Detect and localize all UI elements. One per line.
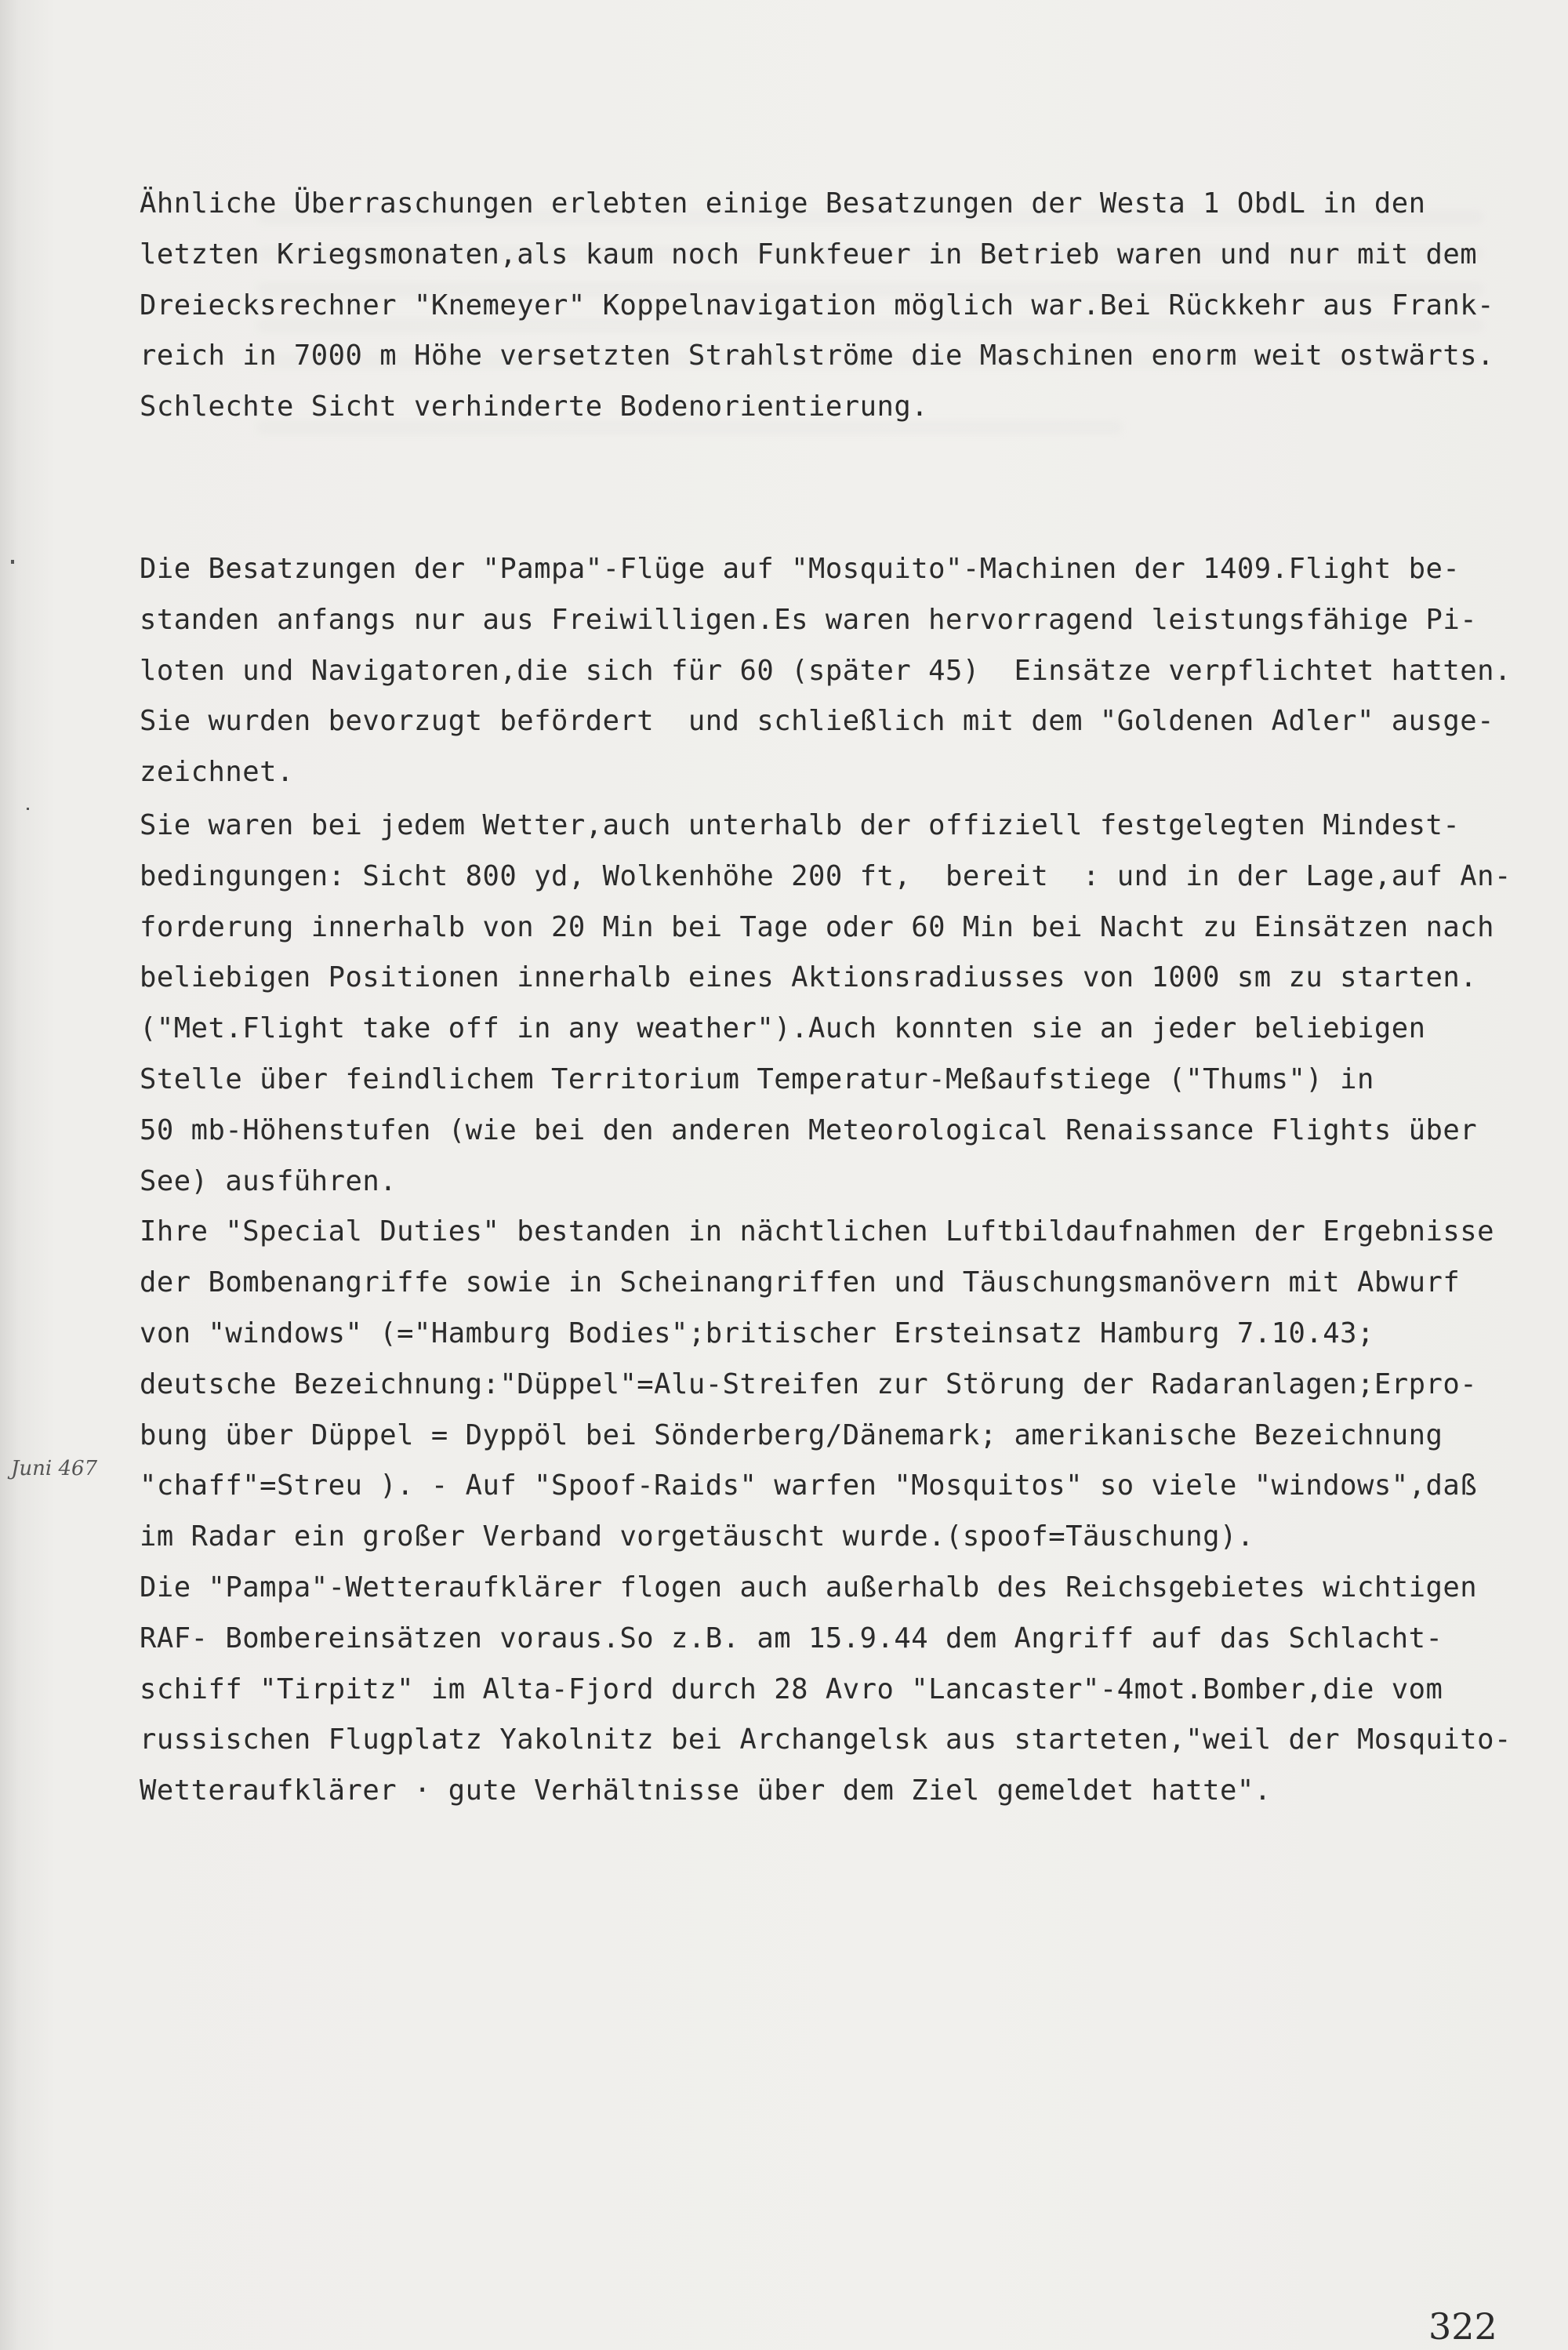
text-line: See) ausführen. [140, 1164, 397, 1197]
text-line: Ihre "Special Duties" bestanden in nächtlichen Luftbildaufnahmen der Ergebnisse [140, 1215, 1494, 1248]
text-line: bedingungen: Sicht 800 yd, Wolkenhöhe 200 ft, bereit : und in der Lage,auf An- [140, 859, 1512, 892]
text-line: Sie waren bei jedem Wetter,auch unterhalb der offiziell festgelegten Mindest- [140, 809, 1461, 841]
text-line: von "windows" (="Hamburg Bodies";britischer Ersteinsatz Hamburg 7.10.43; [140, 1317, 1374, 1349]
text-line: Stelle über feindlichem Territorium Temperatur-Meßaufstiege ("Thums") in [140, 1062, 1374, 1095]
paragraph-1 [140, 179, 1519, 433]
text-line: zeichnet. [140, 756, 294, 789]
page-number: 322 [1428, 2305, 1497, 2348]
text-line: Wetteraufklärer · gute Verhältnisse über dem Ziel gemeldet hatte". [140, 1774, 1272, 1807]
text-line: schiff "Tirpitz" im Alta-Fjord durch 28 Avro "Lancaster"-4mot.Bomber,die vom [140, 1673, 1443, 1705]
text-line: standen anfangs nur aus Freiwilligen.Es waren hervorragend leistungsfähige Pi- [140, 603, 1478, 636]
text-line: Ähnliche Überraschungen erlebten einige Besatzungen der Westa 1 ObdL in den [140, 187, 1426, 220]
text-line: im Radar ein großer Verband vorgetäuscht wurde.(spoof=Täuschung). [140, 1520, 1254, 1553]
text-line: Sie wurden bevorzugt befördert und schließlich mit dem "Goldenen Adler" ausge- [140, 705, 1494, 738]
handwritten-margin-note: Juni 467 [11, 1457, 98, 1480]
text-line: Dreiecksrechner "Knemeyer" Koppelnavigation möglich war.Bei Rückkehr aus Frank- [140, 289, 1494, 321]
text-line: letzten Kriegsmonaten,als kaum noch Funkfeuer in Betrieb waren und nur mit dem [140, 238, 1478, 271]
text-line: beliebigen Positionen innerhalb eines Aktionsradiusses von 1000 sm zu starten. [140, 961, 1478, 994]
text-line: loten und Navigatoren,die sich für 60 (später 45) Einsätze verpflichtet hatten. [140, 654, 1512, 687]
text-line: Schlechte Sicht verhinderte Bodenorientierung. [140, 390, 929, 423]
text-line: der Bombenangriffe sowie in Scheinangriffen und Täuschungsmanövern mit Abwurf [140, 1266, 1461, 1299]
paragraph-3 [140, 801, 1519, 1817]
paragraph-2 [140, 544, 1519, 798]
text-line: forderung innerhalb von 20 Min bei Tage oder 60 Min bei Nacht zu Einsätzen nach [140, 910, 1494, 943]
text-line: "chaff"=Streu ). - Auf "Spoof-Raids" warfen "Mosquitos" so viele "windows",daß [140, 1469, 1478, 1502]
text-line: RAF- Bombereinsätzen voraus.So z.B. am 15.9.44 dem Angriff auf das Schlacht- [140, 1622, 1443, 1654]
text-line: Die "Pampa"-Wetteraufklärer flogen auch außerhalb des Reichsgebietes wichtigen [140, 1571, 1478, 1604]
margin-mark [11, 560, 14, 564]
text-line: russischen Flugplatz Yakolnitz bei Archangelsk aus starteten,"weil der Mosquito- [140, 1723, 1512, 1756]
text-line: Die Besatzungen der "Pampa"-Flüge auf "Mosquito"-Machinen der 1409.Flight be- [140, 553, 1461, 585]
text-line: 50 mb-Höhenstufen (wie bei den anderen Meteorological Renaissance Flights über [140, 1113, 1478, 1146]
margin-mark [27, 808, 29, 810]
text-line: deutsche Bezeichnung:"Düppel"=Alu-Streifen zur Störung der Radaranlagen;Erpro- [140, 1368, 1478, 1400]
text-line: bung über Düppel = Dyppöl bei Sönderberg/Dänemark; amerikanische Bezeichnung [140, 1418, 1443, 1451]
text-line: ("Met.Flight take off in any weather").Auch konnten sie an jeder beliebigen [140, 1012, 1426, 1045]
text-line: reich in 7000 m Höhe versetzten Strahlströme die Maschinen enorm weit ostwärts. [140, 340, 1494, 372]
